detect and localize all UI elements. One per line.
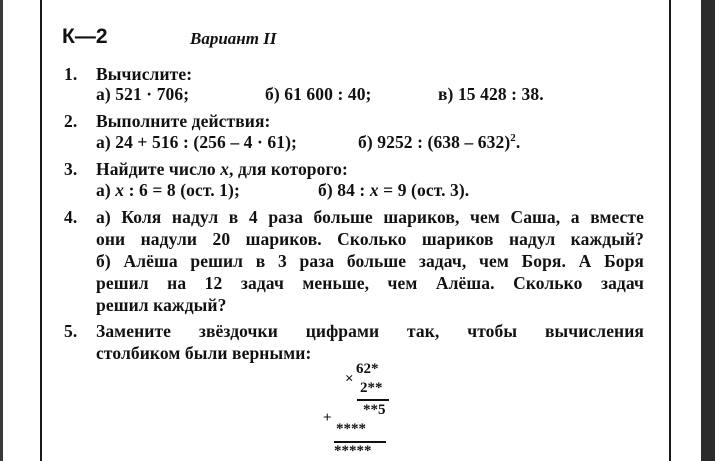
task-3-part-b: [318, 180, 469, 201]
task-4-text-line: решил на 12 задач меньше, чем Алёша. Сколько задач: [96, 273, 644, 293]
times-sign: ×: [345, 371, 354, 387]
task-2-title: Выполните действия:: [96, 111, 271, 131]
task-3-title-suffix: , для которого:: [229, 159, 348, 179]
task-3-part-b-label: б) 84 :: [318, 180, 370, 200]
task-3-variable: x: [220, 159, 230, 179]
task-4-text-line: а) Коля надул в 4 раза больше шариков, чем Саша, а вместе: [96, 207, 644, 227]
column-row-partial-1: **5: [363, 402, 386, 418]
column-row-partial-2: ****: [336, 421, 366, 437]
task-2-tail: .: [515, 132, 521, 152]
task-number: 4.: [64, 207, 78, 227]
task-1-part-b: б) 61 600 : 40;: [265, 84, 372, 104]
task-3-part-a: [96, 180, 240, 201]
column-line: [357, 399, 389, 401]
task-3-part-a-var: x: [115, 180, 125, 200]
task-2-part-b: [358, 132, 520, 153]
task-3-title-prefix: Найдите число: [96, 159, 221, 179]
task-5-text-line: столбиком были верными:: [96, 343, 312, 363]
task-number: 3.: [64, 159, 78, 179]
task-3-title: [96, 159, 348, 180]
task-number: 2.: [64, 111, 78, 131]
task-1-part-a: а) 521 · 706;: [96, 84, 190, 104]
page-border-left: [40, 0, 42, 461]
task-number: 5.: [64, 321, 78, 341]
task-3-part-b-var: x: [369, 180, 379, 200]
task-2-part-b-text: б) 9252 : (638 – 632): [358, 132, 511, 152]
task-1-part-c: в) 15 428 : 38.: [438, 84, 544, 104]
worksheet-heading: [62, 25, 277, 49]
task-1-title: Вычислите:: [96, 64, 193, 84]
task-3-part-a-label: а): [96, 180, 116, 200]
task-5-text-line: Замените звёздочки цифрами так, чтобы вычисления: [96, 321, 644, 341]
task-2-part-a: а) 24 + 516 : (256 – 4 · 61);: [96, 132, 297, 152]
page-edge-left: [0, 0, 3, 461]
worksheet-code: К—2: [62, 25, 108, 48]
column-row-multiplier: 2**: [360, 380, 383, 396]
task-2-power: 2: [510, 132, 516, 145]
page-edge-right: [701, 0, 715, 461]
task-4-text-line: они надули 20 шариков. Сколько шариков надул каждый?: [96, 229, 644, 249]
task-number: 1.: [64, 64, 78, 84]
task-4-text-line: б) Алёша решил в 3 раза больше задач, чем Боря. А Боря: [96, 251, 644, 271]
task-3-part-a-text: : 6 = 8 (ост. 1);: [124, 180, 240, 200]
page-border-right: [669, 0, 671, 461]
column-row-result: *****: [334, 443, 372, 459]
task-4-text-line: решил каждый?: [96, 295, 227, 315]
task-3-part-b-text: = 9 (ост. 3).: [378, 180, 470, 200]
column-row-multiplicand: 62*: [356, 361, 379, 377]
variant-title: Вариант II: [190, 29, 277, 48]
plus-sign: +: [323, 410, 332, 426]
